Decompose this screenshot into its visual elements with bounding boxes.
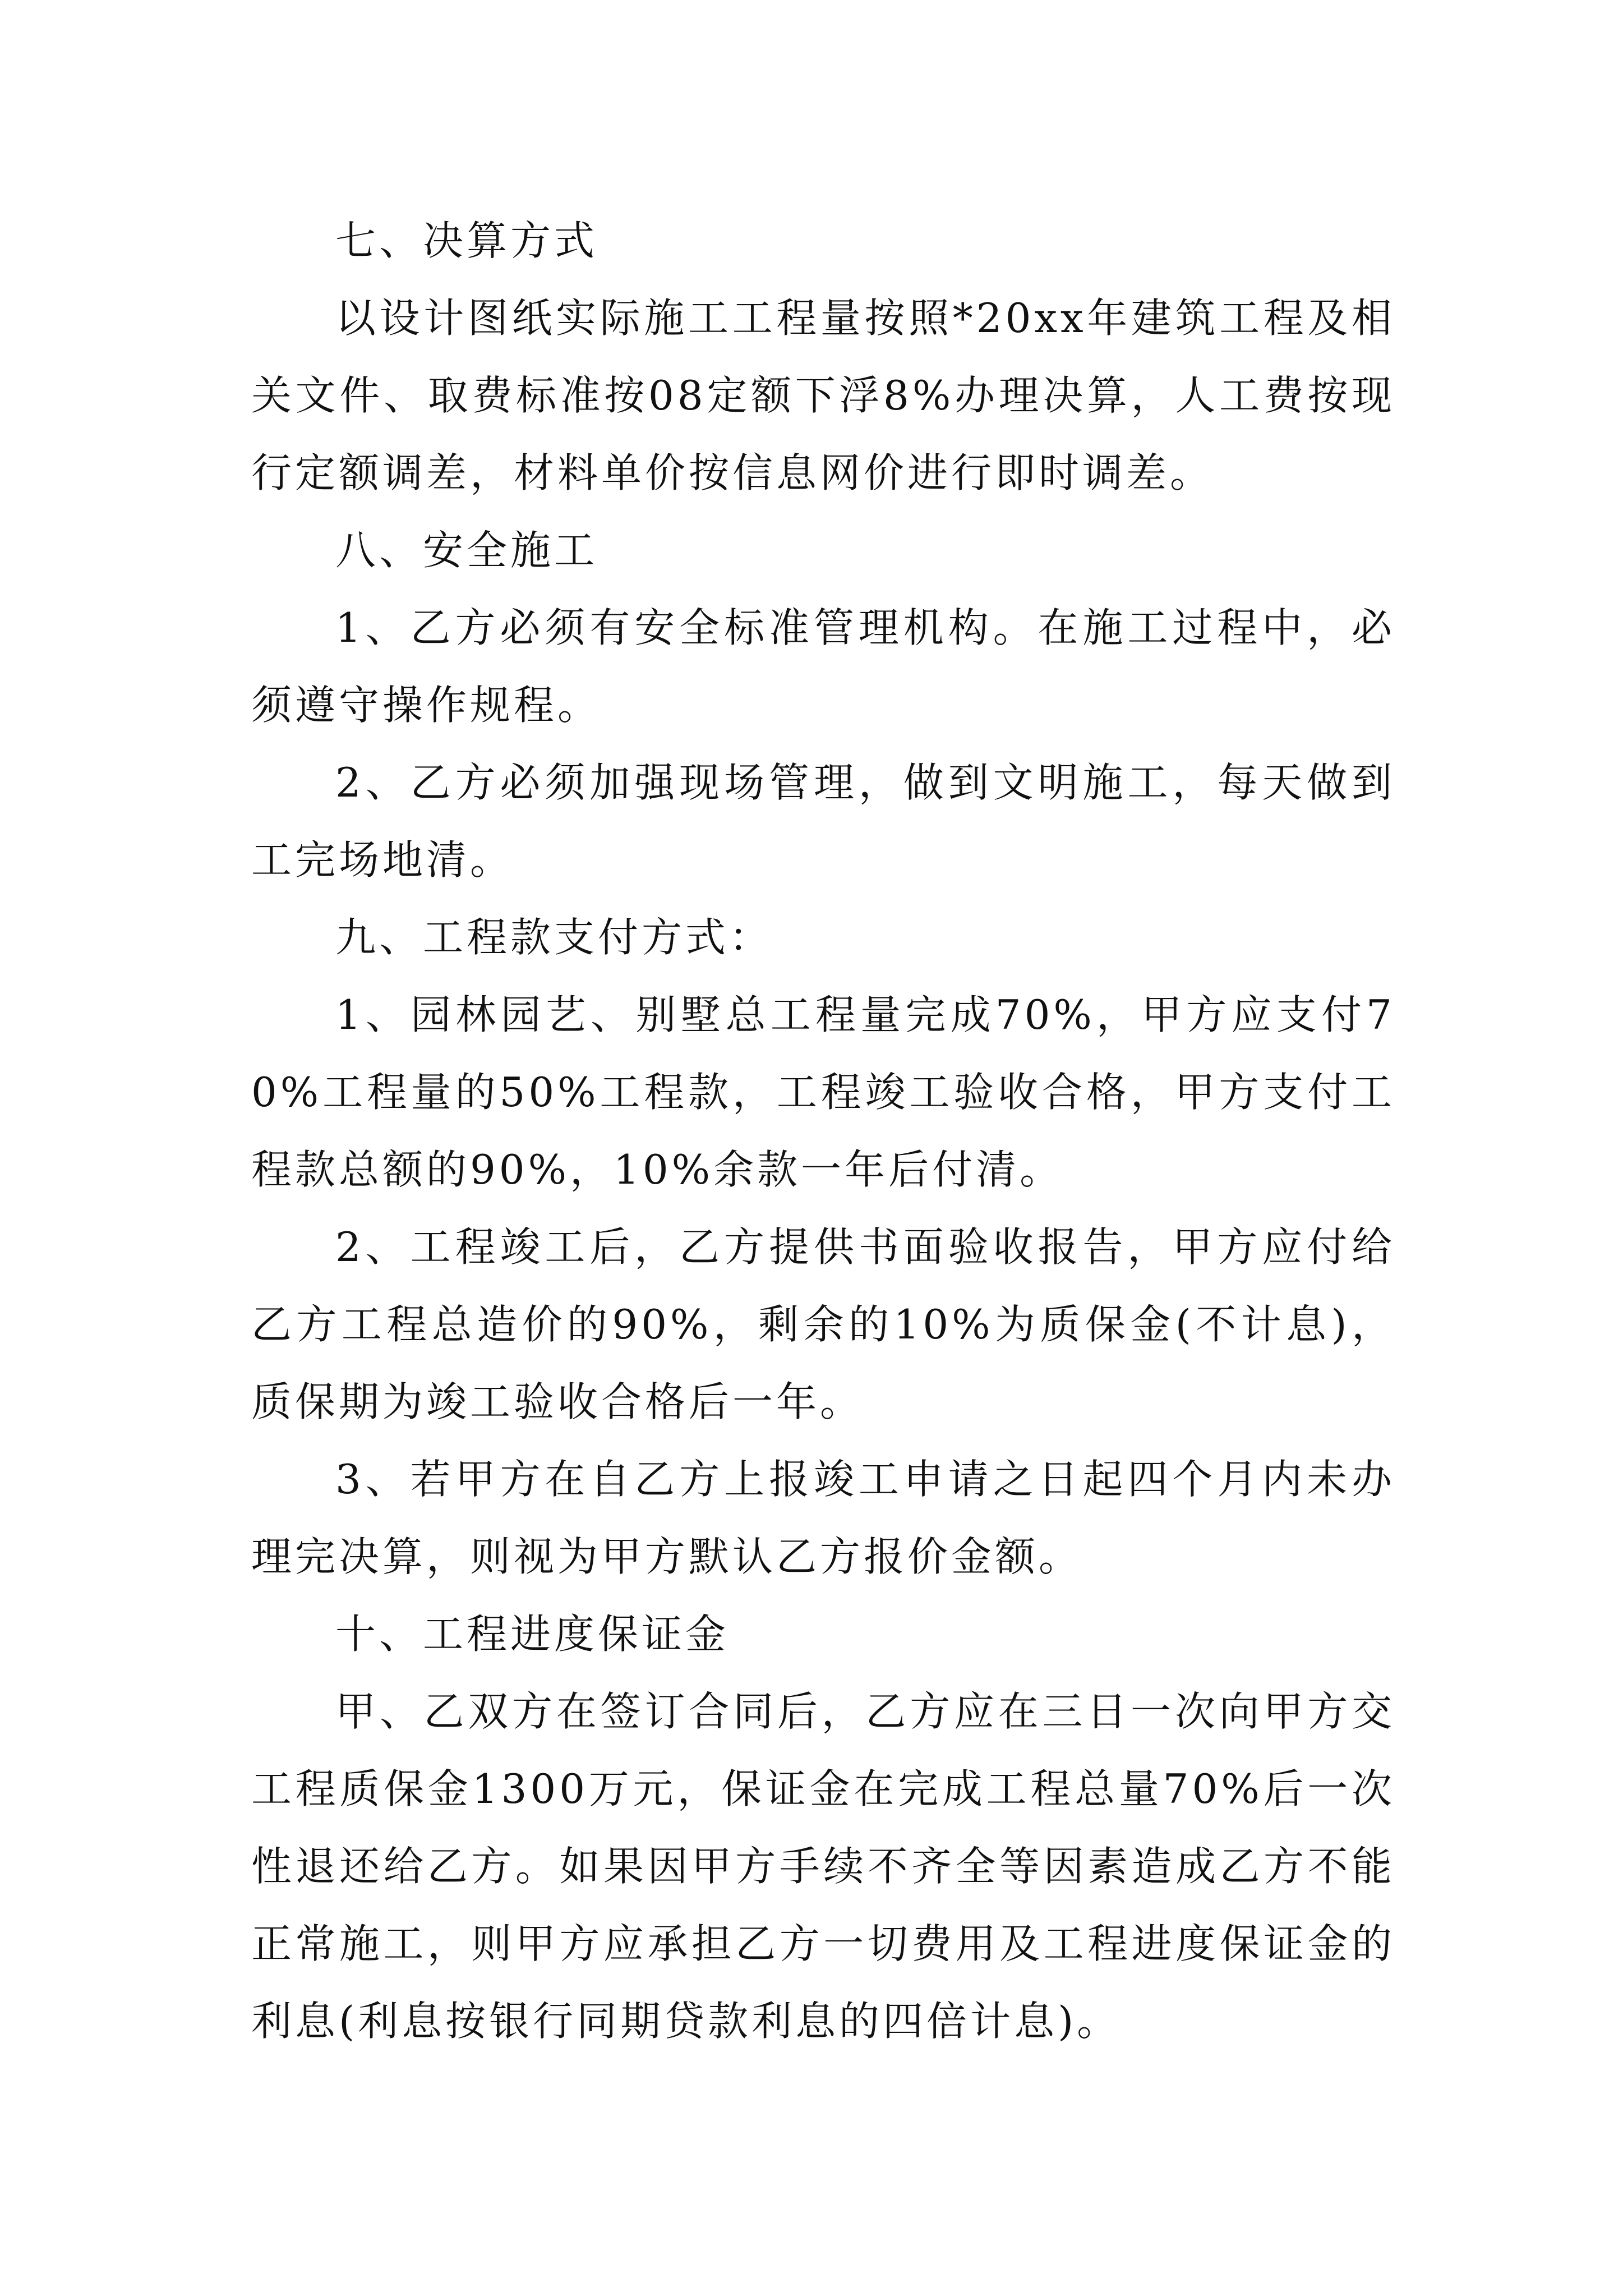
paragraph-settlement: 以设计图纸实际施工工程量按照*20xx年建筑工程及相关文件、取费标准按08定额下浮8%办理决算，人工费按现行定额调差，材料单价按信息网价进行即时调差。 — [251, 295, 1395, 496]
paragraph-payment-1: 1、园林园艺、别墅总工程量完成70%，甲方应支付70%工程量的50%工程款，工程竣工验收合格，甲方支付工程款总额的90%，10%余款一年后付清。 — [251, 991, 1395, 1193]
paragraph-safety-1: 1、乙方必须有安全标准管理机构。在施工过程中，必须遵守操作规程。 — [251, 604, 1395, 729]
section-heading-9: 九、工程款支付方式： — [335, 914, 773, 961]
section-heading-10: 十、工程进度保证金 — [335, 1611, 730, 1658]
section-heading-7: 七、决算方式 — [335, 217, 598, 264]
paragraph-payment-3: 3、若甲方在自乙方上报竣工申请之日起四个月内未办理完决算，则视为甲方默认乙方报价金额。 — [251, 1456, 1395, 1580]
paragraph-safety-2: 2、乙方必须加强现场管理，做到文明施工，每天做到工完场地清。 — [251, 759, 1395, 884]
document-body — [251, 202, 1395, 2060]
section-heading-8: 八、安全施工 — [335, 527, 598, 574]
paragraph-payment-2: 2、工程竣工后，乙方提供书面验收报告，甲方应付给乙方工程总造价的90%，剩余的10%为质保金(不计息)，质保期为竣工验收合格后一年。 — [251, 1223, 1395, 1425]
paragraph-deposit: 甲、乙双方在签订合同后，乙方应在三日一次向甲方交工程质保金1300万元，保证金在完成工程总量70%后一次性退还给乙方。如果因甲方手续不齐全等因素造成乙方不能正常施工，则甲方应承担乙方一切费用及工程进度保证金的利息(利息按银行同期贷款利息的四倍计息)。 — [251, 1688, 1395, 2045]
